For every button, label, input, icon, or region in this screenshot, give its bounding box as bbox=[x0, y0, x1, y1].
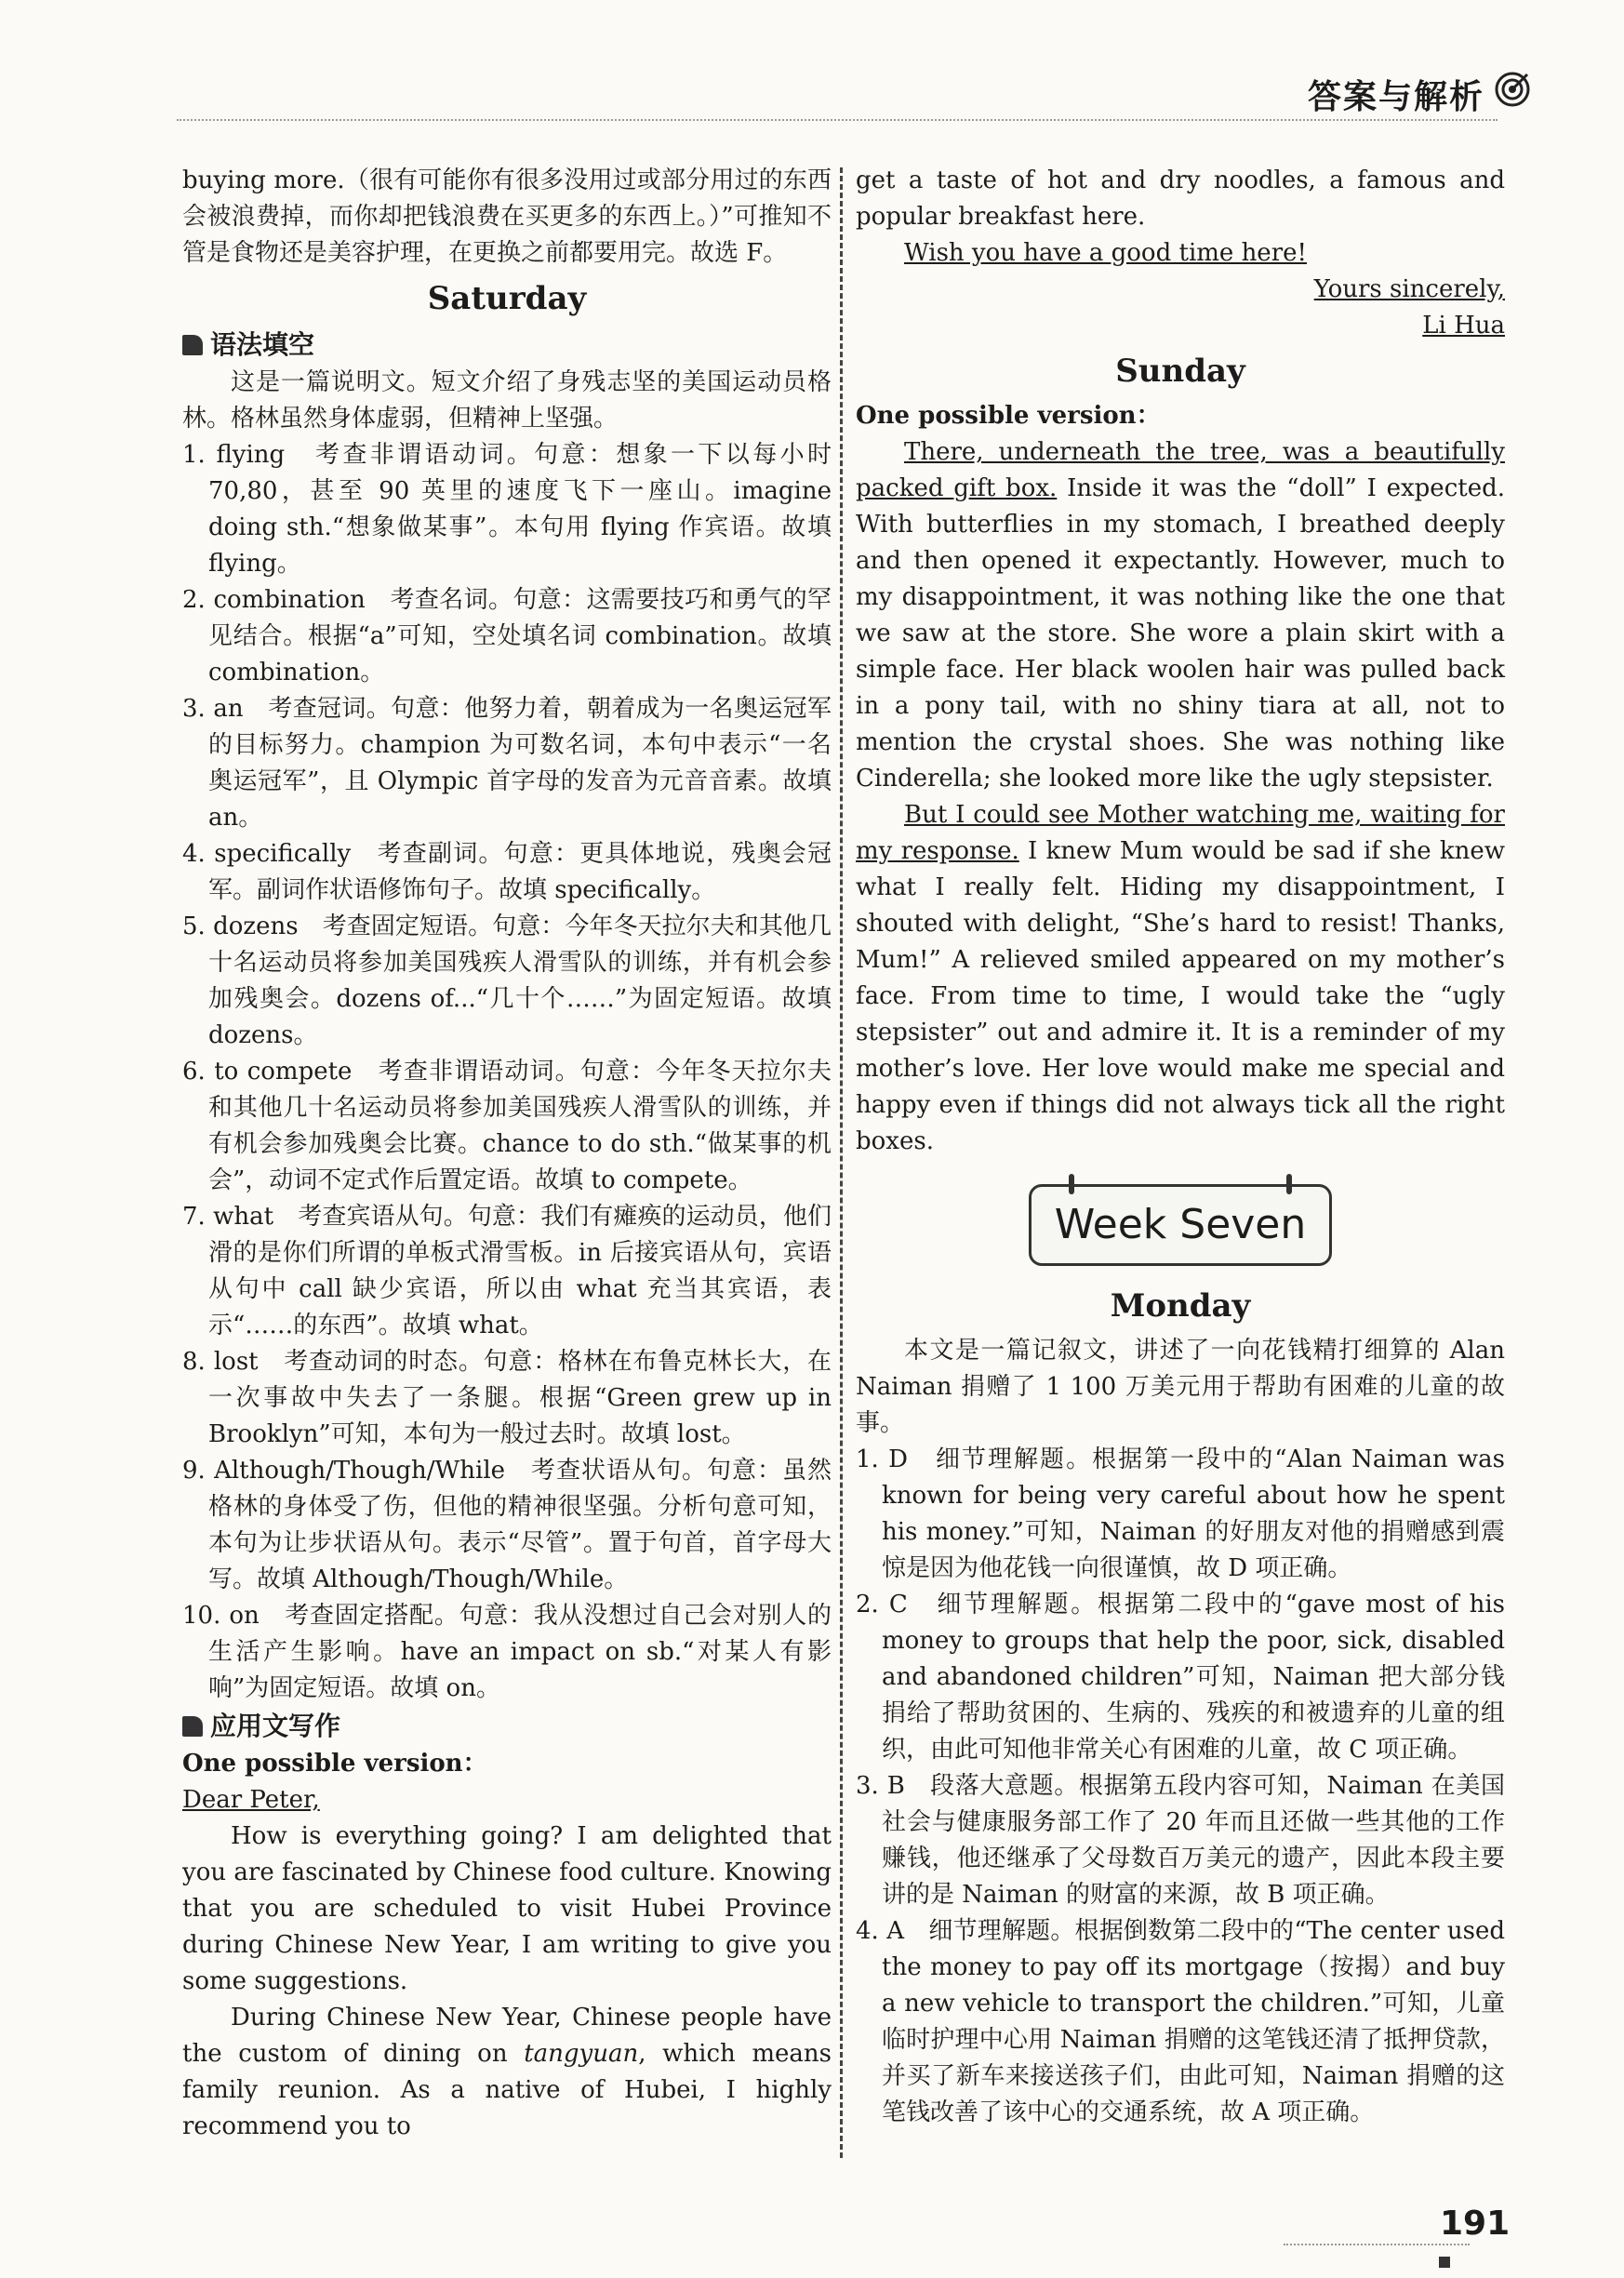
answer-item-5: 5. dozens 考查固定短语。句意：今年冬天拉尔夫和其他几十名运动员将参加美国残疾人滑雪队的训练，并有机会参加残奥会。dozens of...“几十个……”为固定短语。故填 dozens。 bbox=[182, 913, 832, 1049]
intro-text: buying more.（很有可能你有很多没用过或部分用过的东西会被浪费掉，而你却把钱浪费在买更多的东西上。）”可推知不管是食物还是美容护理，在更换之前都要用完。故选 F。 bbox=[182, 167, 832, 267]
answer-item-6: 6. to compete 考查非谓语动词。句意：今年冬天拉尔夫和其他几十名运动员将参加美国残疾人滑雪队的训练，并有机会参加残奥会比赛。chance to do sth.“做某事的机会”，动词不定式作后置定语。故填 to compete。 bbox=[182, 1058, 832, 1194]
answer-item-2: 2. combination 考查名词。句意：这需要技巧和勇气的罕见结合。根据“a”可知，空处填名词 combination。故填 combination。 bbox=[182, 586, 832, 686]
letter-greeting: Dear Peter, bbox=[182, 1786, 320, 1814]
answer-item-9: 9. Although/Though/While 考查状语从句。句意：虽然格林的身体受了伤，但他的精神很坚强。分析句意可知，本句为让步状语从句。表示“尽管”。置于句首，首字母大写。故填 Although/Though/While。 bbox=[182, 1457, 832, 1593]
answer-item-4: 4. A 细节理解题。根据倒数第二段中的“The center used the money to pay off its mortgage（按揭）and buy a new vehicle to transport the children.”可知，儿童临时护理中心用 Naiman 捐赠的这笔钱还清了抵押贷款，并买了新车来接送孩子们，由此可知，Naiman 捐赠的这笔钱改善了该中心的交通系统，故 A 项正确。 bbox=[856, 1917, 1505, 2126]
section-intro: 这是一篇说明文。短文介绍了身残志坚的美国运动员格林。格林虽然身体虚弱，但精神上坚强。 bbox=[182, 368, 832, 433]
letter-signature: Li Hua bbox=[1422, 312, 1505, 340]
day-title-monday: Monday bbox=[1110, 1287, 1251, 1325]
page-marker bbox=[1439, 2257, 1450, 2268]
answer-item-10: 10. on 考查固定搭配。句意：我从没想过自己会对别人的生活产生影响。have an impact on sb.“对某人有影响”为固定短语。故填 on。 bbox=[182, 1602, 832, 1702]
answer-item-2: 2. C 细节理解题。根据第二段中的“gave most of his money to groups that help the poor, sick, disabled and abandoned children”可知，Naiman 把大部分钱捐给了帮助贫困的、生病的、残疾的和被遗弃的儿童的组织，由此可知他非常关心有困难的儿童，故 C 项正确。 bbox=[856, 1591, 1505, 1764]
letter-closing: Yours sincerely, bbox=[1313, 275, 1505, 303]
week-banner: Week Seven bbox=[1029, 1184, 1332, 1266]
section-marker-icon bbox=[182, 1716, 203, 1737]
day-title-sunday: Sunday bbox=[1115, 353, 1245, 390]
answer-item-1: 1. D 细节理解题。根据第一段中的“Alan Naiman was known for being very careful about how he spent his money.”可知，Naiman 的好朋友对他的捐赠感到震惊是因为他花钱一向很谨慎，故 D 项正确。 bbox=[856, 1445, 1505, 1582]
section-heading-writing: 应用文写作 bbox=[182, 1707, 832, 1746]
answer-item-4: 4. specifically 考查副词。句意：更具体地说，残奥会冠军。副词作状语修饰句子。故填 specifically。 bbox=[182, 840, 832, 904]
column-divider bbox=[840, 167, 843, 2158]
letter-wish: Wish you have a good time here! bbox=[904, 239, 1307, 267]
version-label: One possible version： bbox=[856, 402, 1161, 430]
left-column bbox=[182, 163, 832, 2145]
answer-item-1: 1. flying 考查非谓语动词。句意：想象一下以每小时 70,80，甚至 90 英里的速度飞下一座山。imagine doing sth.“想象做某事”。本句用 flying 作宾语。故填 flying。 bbox=[182, 441, 832, 578]
header-rule bbox=[177, 119, 1498, 121]
answer-item-8: 8. lost 考查动词的时态。句意：格林在布鲁克林长大，在一次事故中失去了一条腿。根据“Green grew up in Brooklyn”可知，本句为一般过去时。故填 lost。 bbox=[182, 1348, 832, 1448]
letter-paragraph-2-cont: get a taste of hot and dry noodles, a famous and popular breakfast here. bbox=[856, 167, 1505, 231]
page-rule bbox=[1284, 2244, 1470, 2245]
right-column bbox=[856, 163, 1505, 2131]
answer-item-3: 3. an 考查冠词。句意：他努力着，朝着成为一名奥运冠军的目标努力。champion 为可数名词，本句中表示“一名奥运冠军”，且 Olympic 首字母的发音为元音音素。故填 an。 bbox=[182, 695, 832, 832]
header-title: 答案与解析 bbox=[1307, 78, 1484, 116]
day-title-saturday: Saturday bbox=[427, 280, 587, 317]
version-label: One possible version： bbox=[182, 1750, 487, 1778]
section-heading-grammar: 语法填空 bbox=[182, 326, 832, 365]
letter-paragraph-1: How is everything going? I am delighted that you are fascinated by Chinese food culture. Knowing that you are scheduled to visit Hubei Province during Chinese New Year, I am writing to give you some suggestions. bbox=[182, 1822, 832, 1995]
monday-intro: 本文是一篇记叙文，讲述了一向花钱精打细算的 Alan Naiman 捐赠了 1 100 万美元用于帮助有困难的儿童的故事。 bbox=[856, 1337, 1505, 1437]
answer-item-7: 7. what 考查宾语从句。句意：我们有瘫痪的运动员，他们滑的是你们所谓的单板式滑雪板。in 后接宾语从句，宾语从句中 call 缺少宾语，所以由 what 充当其宾语，表示“……的东西”。故填 what。 bbox=[182, 1203, 832, 1339]
story-paragraph-2: But I could see Mother watching me, waiting for my response. I knew Mum would be sad if she knew what I really felt. Hiding my disappointment, I shouted with delight, “She’s hard to resist! Thanks, Mum!” A relieved smiled appeared on my mother’s face. From time to time, I would take the “ugly stepsister” out and admire it. It is a reminder of my mother’s love. Her love would make me special and happy even if things did not always tick all the right boxes. bbox=[856, 801, 1505, 1155]
story-paragraph-1: There, underneath the tree, was a beautifully packed gift box. Inside it was the “doll” I expected. With butterflies in my stomach, I breathed deeply and then opened it expectantly. However, much to my disappointment, it was nothing like the one that we saw at the store. She wore a plain skirt with a simple face. Her black woolen hair was pulled back in a pony tail, with no shiny tiara at all, not to mention the crystal shoes. She was nothing like Cinderella; she looked more like the ugly stepsister. bbox=[856, 438, 1505, 793]
letter-paragraph-2: During Chinese New Year, Chinese people have the custom of dining on tangyuan, which means family reunion. As a native of Hubei, I highly recommend you to bbox=[182, 2004, 832, 2140]
target-icon bbox=[1494, 71, 1531, 108]
page-number: 191 bbox=[1440, 2205, 1511, 2243]
answer-item-3: 3. B 段落大意题。根据第五段内容可知，Naiman 在美国社会与健康服务部工作了 20 年而且还做一些其他的工作赚钱，他还继承了父母数百万美元的遗产，因此本段主要讲的是 Naiman 的财富的来源，故 B 项正确。 bbox=[856, 1772, 1505, 1909]
section-marker-icon bbox=[182, 335, 203, 355]
